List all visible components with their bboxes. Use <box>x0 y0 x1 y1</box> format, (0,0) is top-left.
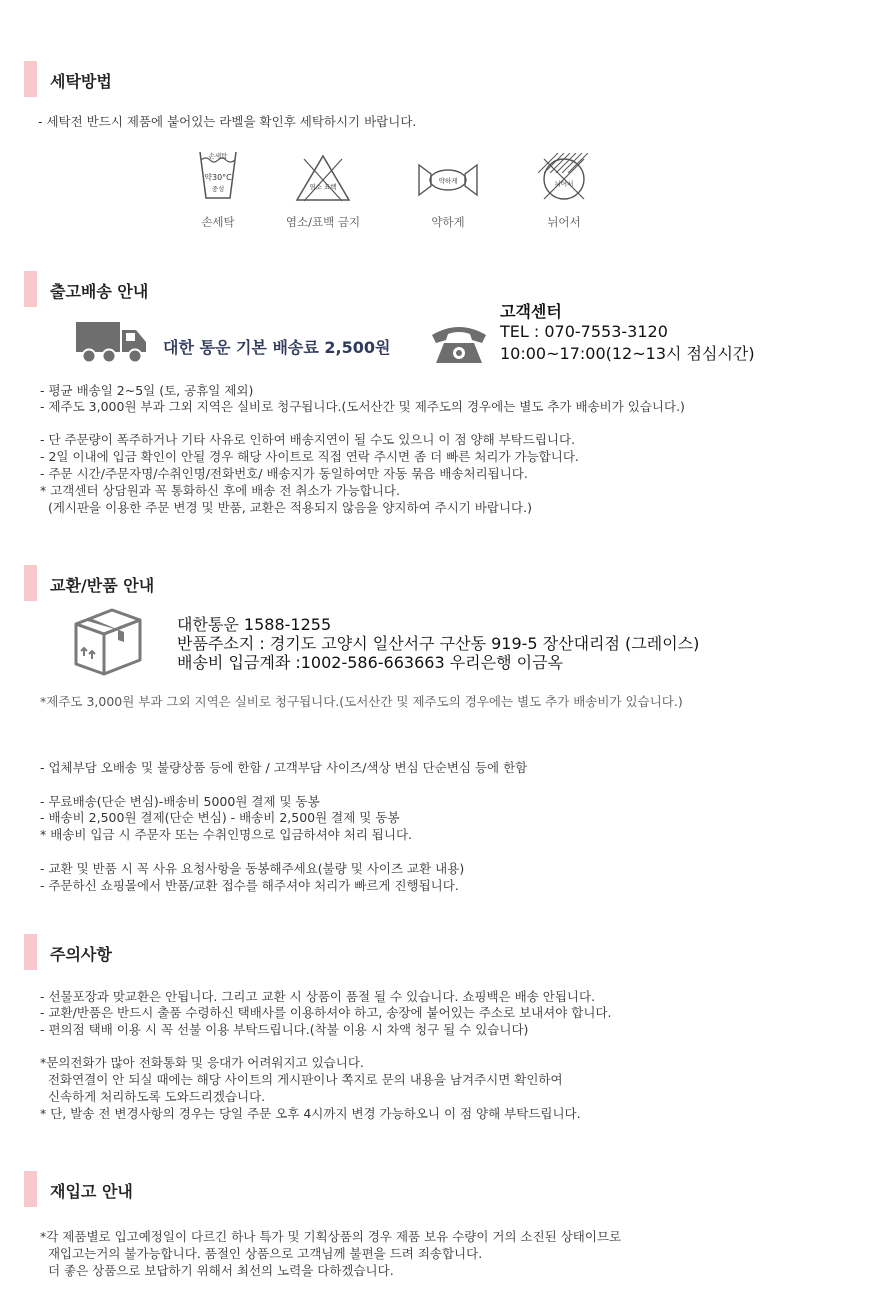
exchange-bank-account: 배송비 입금계좌 :1002-586-663663 우리은행 이금옥 <box>177 653 564 672</box>
customer-center-title: 고객센터 <box>500 302 562 321</box>
caution-line: - 편의점 택배 이용 시 꼭 선불 이용 부탁드립니다.(착불 이용 시 차액 청구 될 수 있습니다) <box>40 1022 529 1037</box>
shipping-line: - 단 주문량이 폭주하거나 기타 사유로 인하여 배송지연이 될 수도 있으니 이 점 양해 부탁드립니다. <box>40 432 576 447</box>
restock-section-header <box>24 1171 424 1207</box>
caution-line: * 단, 발송 전 변경사항의 경우는 당일 주문 오후 4시까지 변경 가능하오니 이 점 양해 부탁드립니다. <box>40 1106 581 1121</box>
washing-section-header <box>24 61 424 97</box>
flat-dry-icon <box>538 153 590 205</box>
exchange-line: - 주문하신 쇼핑몰에서 반품/교환 접수를 해주셔야 처리가 빠르게 진행됩니다. <box>40 878 459 893</box>
section-accent-bar <box>24 565 37 601</box>
hand-wash-bottom-text: 중성 <box>211 185 225 193</box>
caution-line: - 교환/반품은 반드시 출품 수령하신 택배사를 이용하셔야 하고, 송장에 붙어있는 주소로 보내셔야 합니다. <box>40 1005 612 1020</box>
exchange-line: * 배송비 입금 시 주문자 또는 수취인명으로 입금하셔야 처리 됩니다. <box>40 827 413 842</box>
gentle-wring-icon <box>417 162 479 198</box>
caution-line: 신속하게 처리하도록 도와드리겠습니다. <box>40 1089 266 1104</box>
no-bleach-label: 염소/표백 금지 <box>285 215 361 229</box>
customer-center-tel: TEL : 070-7553-3120 <box>500 322 668 341</box>
washing-intro: - 세탁전 반드시 제품에 붙어있는 라벨을 확인후 세탁하시기 바랍니다. <box>38 114 417 129</box>
hand-wash-icon <box>196 150 240 202</box>
section-title: 출고배송 안내 <box>50 282 149 301</box>
section-title: 재입고 안내 <box>50 1182 133 1201</box>
section-accent-bar <box>24 271 37 307</box>
flat-dry-label: 뉘어서 <box>547 215 581 229</box>
exchange-line: - 교환 및 반품 시 꼭 사유 요청사항을 동봉해주세요(불량 및 사이즈 교환 내용) <box>40 861 465 876</box>
flat-dry-inner-text: 뉘어서 <box>554 180 574 188</box>
gentle-wring-inner-text: 약하게 <box>438 177 458 185</box>
section-accent-bar <box>24 61 37 97</box>
shipping-line: - 평균 배송일 2~5일 (토, 공휴일 제외) <box>40 383 254 398</box>
section-accent-bar <box>24 934 37 970</box>
section-title: 주의사항 <box>50 945 112 964</box>
shipping-section-header <box>24 271 424 307</box>
exchange-section-header <box>24 565 424 601</box>
shipping-line: - 제주도 3,000원 부과 그외 지역은 실비로 청구됩니다.(도서산간 및 제주도의 경우에는 별도 추가 배송비가 있습니다.) <box>40 399 685 414</box>
shipping-line: - 2일 이내에 입금 확인이 안될 경우 해당 사이트로 직접 연락 주시면 좀 더 빠른 처리가 가능합니다. <box>40 449 579 464</box>
caution-line: - 선물포장과 맞교환은 안됩니다. 그리고 교환 시 상품이 품절 될 수 있습니다. 쇼핑백은 배송 안됩니다. <box>40 989 596 1004</box>
restock-line: 재입고는거의 불가능합니다. 품절인 상품으로 고객님께 불편을 드려 죄송합니다. <box>40 1246 483 1261</box>
truck-icon <box>76 322 148 364</box>
hand-wash-label: 손세탁 <box>201 215 235 229</box>
exchange-line: - 업체부담 오배송 및 불량상품 등에 한함 / 고객부담 사이즈/색상 변심 단순변심 등에 한함 <box>40 760 528 775</box>
exchange-line: - 배송비 2,500원 결제(단순 변심) - 배송비 2,500원 결제 및 동봉 <box>40 810 400 825</box>
section-accent-bar <box>24 1171 37 1207</box>
hand-wash-top-text: 손세탁 <box>208 152 228 160</box>
customer-center-hours: 10:00~17:00(12~13시 점심시간) <box>500 344 755 363</box>
no-bleach-inner-text: 염소 표백 <box>309 183 337 191</box>
box-icon <box>72 608 144 676</box>
exchange-line: - 무료배송(단순 변심)-배송비 5000원 결제 및 동봉 <box>40 794 320 809</box>
caution-section-header <box>24 934 424 970</box>
hand-wash-temp-text: 약30°C <box>204 173 232 182</box>
exchange-courier: 대한통운 1588-1255 <box>177 615 332 634</box>
exchange-return-address: 반품주소지 : 경기도 고양시 일산서구 구산동 919-5 장산대리점 (그레이스) <box>177 634 700 653</box>
shipping-line: (게시판을 이용한 주문 변경 및 반품, 교환은 적용되지 않음을 양지하여 주시기 바랍니다.) <box>40 500 532 515</box>
truck-shipping-fee-text: 대한 통운 기본 배송료 2,500원 <box>163 338 391 357</box>
gentle-wring-label: 약하게 <box>431 215 465 229</box>
shipping-line: - 주문 시간/주문자명/수취인명/전화번호/ 배송지가 동일하여만 자동 묶음 배송처리됩니다. <box>40 466 528 481</box>
restock-line: 더 좋은 상품으로 보답하기 위해서 최선의 노력을 다하겠습니다. <box>40 1263 394 1278</box>
exchange-note: *제주도 3,000원 부과 그외 지역은 실비로 청구됩니다.(도서산간 및 제주도의 경우에는 별도 추가 배송비가 있습니다.) <box>40 694 683 709</box>
section-title: 세탁방법 <box>50 72 112 91</box>
phone-icon <box>430 323 488 365</box>
caution-line: *문의전화가 많아 전화통화 및 응대가 어려워지고 있습니다. <box>40 1055 364 1070</box>
shipping-line: * 고객센터 상담원과 꼭 통화하신 후에 배송 전 취소가 가능합니다. <box>40 483 400 498</box>
no-bleach-icon <box>294 153 352 203</box>
caution-line: 전화연결이 안 되실 때에는 해당 사이트의 게시판이나 쪽지로 문의 내용을 남겨주시면 확인하여 <box>40 1072 563 1087</box>
section-title: 교환/반품 안내 <box>50 576 155 595</box>
restock-line: *각 제품별로 입고예정일이 다르긴 하나 특가 및 기획상품의 경우 제품 보유 수량이 거의 소진된 상태이므로 <box>40 1229 622 1244</box>
